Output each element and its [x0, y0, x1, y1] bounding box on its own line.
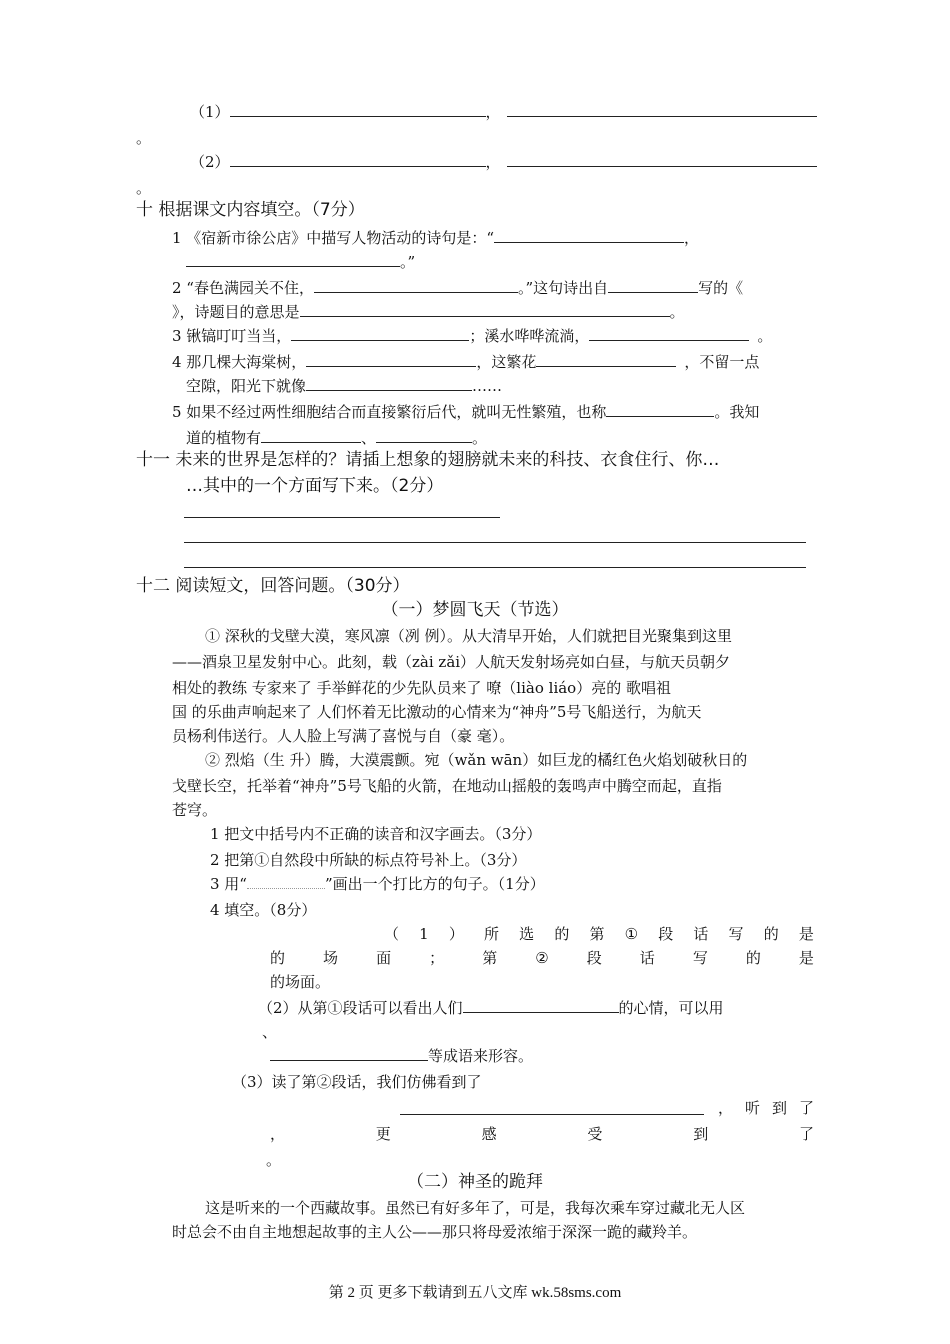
section-11-line-2: …其中的一个方面写下来。（2分） — [186, 476, 444, 496]
section-10-heading: 十 根据课文内容填空。（7分） — [136, 200, 365, 220]
s11-answer-line-3[interactable] — [184, 567, 806, 568]
s10-blank-2a[interactable] — [314, 278, 518, 293]
s10-blank-5c[interactable] — [376, 428, 472, 443]
s10-blank-4c[interactable] — [306, 376, 472, 391]
q4-3-blank-a[interactable] — [400, 1100, 704, 1115]
q9-comma: ， — [485, 103, 501, 121]
r1-para1-line3: 相处的教练 专家来了 手举鲜花的少先队员来了 嘹（liào liáo）亮的 歌唱祖 — [172, 679, 671, 697]
page-footer: 第 2 页 更多下载请到五八文库 wk.58sms.com — [328, 1285, 622, 1301]
s10-blank-2c[interactable] — [300, 302, 670, 317]
s10-item-2-cont: 》，诗题目的意思是 。 — [172, 303, 685, 321]
q9-blank-2a[interactable] — [230, 152, 486, 167]
r1-question-2: 2 把第①自然段中所缺的标点符号补上。（3分） — [210, 851, 527, 869]
r2-para1-line2: 时总会不由自主地想起故事的主人公——那只将母爱浓缩于深深一跪的藏羚羊。 — [172, 1223, 698, 1241]
reading-2-title: （二）神圣的跪拜 — [407, 1172, 543, 1192]
r1-para2-line1: ② 烈焰（生 升）腾，大漠震颤。宛（wǎn wān）如巨龙的橘红色火焰划破秋日的 — [205, 751, 748, 769]
s10-item-5-cont: 道的植物有 、 。 — [186, 429, 488, 447]
q4-2-blank-b[interactable] — [270, 1046, 428, 1061]
q9-blank-2b[interactable] — [507, 152, 817, 167]
r1-para1-line2: ——酒泉卫星发射中心。此刻，载（zài zǎi）人航天发射场亮如白昼，与航天员朝夕 — [172, 653, 731, 671]
q9-line-1-prefix: （1） — [190, 103, 230, 121]
r1-question-4: 4 填空。（8分） — [210, 901, 317, 919]
q4-1-line2: 的 场 面 ； 第 ② 段 话 写 的 是 — [270, 949, 814, 967]
r2-para1-line1: 这是听来的一个西藏故事。虽然已有好多年了，可是，我每次乘车穿过藏北无人区 — [205, 1199, 746, 1217]
q4-1-line3: 的场面。 — [270, 973, 331, 991]
q4-3-line2: ， 听 到 了 — [718, 1099, 814, 1117]
q4-3-line4: 。 — [266, 1151, 282, 1169]
q9-line-2 — [190, 152, 817, 172]
r1-para1-line1: ① 深秋的戈壁大漠，寒风凛（冽 例）。从大清早开始，人们就把目光聚集到这里 — [205, 627, 733, 645]
q9-line-1 — [190, 102, 817, 122]
s10-item-3: 3 锹镐叮叮当当， ；溪水哗哗流淌， 。 — [172, 327, 773, 345]
r1-question-3: 3 用“ ”画出一个打比方的句子。（1分） — [210, 875, 545, 893]
reading-1-title: （一）梦圆飞天（节选） — [381, 600, 569, 620]
q4-3-line1: （3）读了第②段话，我们仿佛看到了 — [232, 1073, 482, 1091]
q9-period-1: 。 — [136, 129, 152, 147]
s11-answer-line-1[interactable] — [184, 517, 500, 518]
q4-3-line3: ， 更 感 受 到 了 — [270, 1125, 814, 1143]
s10-blank-4b[interactable] — [536, 352, 676, 367]
s10-item-4: 4 那几棵大海棠树， ，这繁花 ，不留一点 — [172, 353, 760, 371]
s10-blank-5b[interactable] — [261, 428, 361, 443]
s10-item-1: 1 《宿新市徐公店》中描写人物活动的诗句是：“ ， — [172, 229, 699, 247]
q4-2-line3: 等成语来形容。 — [270, 1046, 533, 1066]
wavy-underline-sample — [247, 878, 325, 889]
s10-blank-3a[interactable] — [291, 326, 469, 341]
q9-blank-1a[interactable] — [230, 102, 486, 117]
r1-para1-line5: 员杨利伟送行。人人脸上写满了喜悦与自（豪 毫）。 — [172, 727, 515, 745]
q9-comma: ， — [485, 153, 501, 171]
s10-blank-4a[interactable] — [306, 352, 476, 367]
s10-item-1-cont: 。” — [186, 252, 415, 272]
section-11-line-1: 十一 未来的世界是怎样的？请插上想象的翅膀就未来的科技、衣食住行、你… — [136, 450, 720, 470]
s10-item-2: 2 “春色满园关不住， 。”这句诗出自 写的《 — [172, 279, 744, 297]
q9-period-2: 。 — [136, 179, 152, 197]
s10-blank-1a[interactable] — [494, 228, 684, 243]
r1-para1-line4: 国 的乐曲声响起来了 人们怀着无比激动的心情来为“神舟”5号飞船送行，为航天 — [172, 703, 702, 721]
q9-line-2-prefix: （2） — [190, 153, 230, 171]
s10-item-4-cont: 空隙，阳光下就像 …… — [186, 377, 503, 395]
q9-blank-1b[interactable] — [507, 102, 817, 117]
section-12-heading: 十二 阅读短文，回答问题。（30分） — [136, 576, 410, 596]
q4-2-line2: 、 — [262, 1023, 278, 1041]
q4-1-line1: （ 1 ） 所 选 的 第 ① 段 话 写 的 是 — [384, 925, 814, 943]
s10-blank-2b[interactable] — [608, 278, 698, 293]
q4-2-blank-a[interactable] — [463, 998, 619, 1013]
s10-blank-1b[interactable] — [186, 252, 400, 267]
s10-blank-5a[interactable] — [606, 402, 714, 417]
q4-2-line1: （2）从第①段话可以看出人们 的心情，可以用 — [258, 999, 724, 1017]
s10-blank-3b[interactable] — [589, 326, 749, 341]
s10-item-5: 5 如果不经过两性细胞结合而直接繁衍后代，就叫无性繁殖，也称 。我知 — [172, 403, 760, 421]
r1-para2-line2: 戈壁长空，托举着“神舟”5号飞船的火箭，在地动山摇般的轰鸣声中腾空而起，直指 — [172, 777, 722, 795]
r1-question-1: 1 把文中括号内不正确的读音和汉字画去。（3分） — [210, 825, 542, 843]
r1-para2-line3: 苍穹。 — [172, 801, 218, 819]
s11-answer-line-2[interactable] — [184, 542, 806, 543]
